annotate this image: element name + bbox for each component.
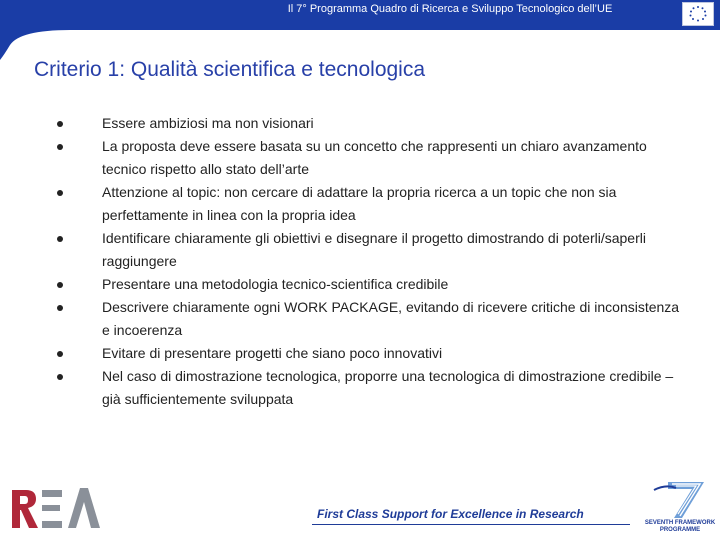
slide-title: Criterio 1: Qualità scientifica e tecnologica — [34, 58, 426, 81]
eu-flag-icon — [682, 2, 714, 26]
bullet-list — [56, 112, 686, 411]
bullet-icon — [57, 190, 63, 196]
list-item-text: La proposta deve essere basata su un concetto che rappresenti un chiaro avanzamento tecnico rispetto allo stato dell’arte — [102, 138, 647, 177]
list-item-text: Descrivere chiaramente ogni WORK PACKAGE, evitando di ricevere critiche di inconsistenza e incoerenza — [102, 299, 680, 338]
bullet-icon — [57, 144, 63, 150]
bullet-icon — [57, 305, 63, 311]
list-item — [56, 365, 686, 411]
list-item-text: Essere ambiziosi ma non visionari — [102, 115, 314, 131]
bullet-icon — [57, 351, 63, 357]
list-item — [56, 227, 686, 273]
tagline-underline — [312, 524, 630, 525]
list-item-text: Identificare chiaramente gli obiettivi e disegnare il progetto dimostrando di poterli/saperli raggiungere — [102, 230, 646, 269]
fp7-caption — [644, 520, 716, 534]
footer-tagline: First Class Support for Excellence in Research — [317, 507, 584, 521]
bullet-icon — [57, 374, 63, 380]
list-item — [56, 181, 686, 227]
list-item — [56, 273, 686, 296]
fp7-caption-line2: PROGRAMME — [659, 527, 701, 533]
bullet-icon — [57, 282, 63, 288]
list-item-text: Nel caso di dimostrazione tecnologica, proporre una tecnologica di dimostrazione credibile – già sufficientemente sviluppata — [102, 368, 674, 407]
list-item — [56, 112, 686, 135]
fp7-caption-line1: SEVENTH FRAMEWORK — [644, 520, 716, 526]
list-item — [56, 342, 686, 365]
list-item — [56, 135, 686, 181]
list-item-text: Attenzione al topic: non cercare di adattare la propria ricerca a un topic che non sia perfettamente in linea con la propria idea — [102, 184, 617, 223]
list-item-text: Evitare di presentare progetti che siano poco innovativi — [102, 345, 443, 361]
header-title: Il 7° Programma Quadro di Ricerca e Sviluppo Tecnologico dell’UE — [287, 3, 613, 15]
rea-logo — [10, 484, 102, 530]
fp7-logo — [646, 478, 716, 520]
list-item — [56, 296, 686, 342]
bullet-icon — [57, 236, 63, 242]
bullet-icon — [57, 121, 63, 127]
list-item-text: Presentare una metodologia tecnico-scientifica credibile — [102, 276, 449, 292]
